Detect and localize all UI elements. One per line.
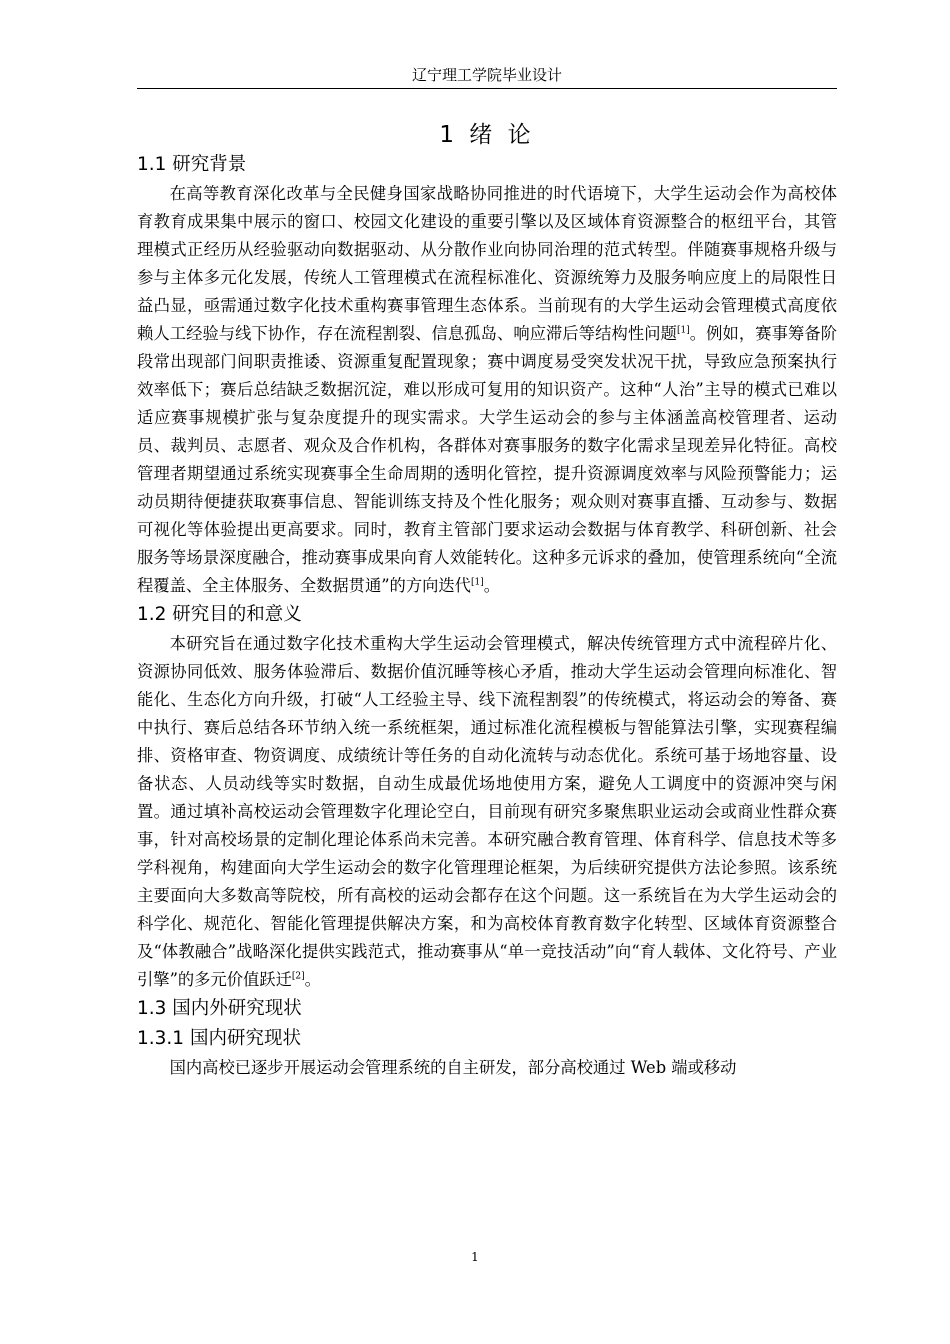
section-heading-1-1: 1.1 研究背景 — [137, 154, 247, 175]
section-heading-1-3-1: 1.3.1 国内研究现状 — [137, 1028, 301, 1049]
paragraph-end: 。 — [304, 970, 321, 989]
running-header: 辽宁理工学院毕业设计 — [411, 66, 562, 84]
paragraph-research-background — [137, 180, 837, 600]
citation-ref: [1] — [470, 577, 484, 588]
section-heading-1-3: 1.3 国内外研究现状 — [137, 998, 302, 1019]
paragraph-domestic-status — [137, 1054, 837, 1082]
citation-ref: [1] — [676, 325, 690, 336]
paragraph-end: 。 — [483, 576, 500, 595]
citation-ref: [2] — [291, 971, 305, 982]
page-number: 1 — [471, 1250, 479, 1264]
paragraph-research-purpose — [137, 630, 837, 994]
section-heading-1-2: 1.2 研究目的和意义 — [137, 604, 302, 625]
paragraph-text: 在高等教育深化改革与全民健身国家战略协同推进的时代语境下，大学生运动会作为高校体育教育成果集中展示的窗口、校园文化建设的重要引擎以及区域体育资源整合的枢纽平台，其管理模式正经历从经验驱动向数据驱动、从分散作业向协同治理的范式转型。伴随赛事规格升级与参与主体多元化发展，传统人工管理模式在流程标准化、资源统筹力及服务响应度上的局限性日益凸显，亟需通过数字化技术重构赛事管理生态体系。当前现有的大学生运动会管理模式高度依赖人工经验与线下协作，存在流程割裂、信息孤岛、响应滞后等结构性问题 — [137, 184, 837, 343]
paragraph-text: 。例如，赛事筹备阶段常出现部门间职责推诿、资源重复配置现象；赛中调度易受突发状况干扰，导致应急预案执行效率低下；赛后总结缺乏数据沉淀，难以形成可复用的知识资产。这种“人治”主导的模式已难以适应赛事规模扩张与复杂度提升的现实需求。大学生运动会的参与主体涵盖高校管理者、运动员、裁判员、志愿者、观众及合作机构，各群体对赛事服务的数字化需求呈现差异化特征。高校管理者期望通过系统实现赛事全生命周期的透明化管控，提升资源调度效率与风险预警能力；运动员期待便捷获取赛事信息、智能训练支持及个性化服务；观众则对赛事直播、互动参与、数据可视化等体验提出更高要求。同时，教育主管部门要求运动会数据与体育教学、科研创新、社会服务等场景深度融合，推动赛事成果向育人效能转化。这种多元诉求的叠加，使管理系统向“全流程覆盖、全主体服务、全数据贯通”的方向迭代 — [137, 324, 837, 595]
paragraph-text: 国内高校已逐步开展运动会管理系统的自主研发，部分高校通过 Web 端或移动 — [169, 1058, 737, 1077]
paragraph-text: 本研究旨在通过数字化技术重构大学生运动会管理模式，解决传统管理方式中流程碎片化、资源协同低效、服务体验滞后、数据价值沉睡等核心矛盾，推动大学生运动会管理向标准化、智能化、生态化方向升级，打破“人工经验主导、线下流程割裂”的传统模式，将运动会的筹备、赛中执行、赛后总结各环节纳入统一系统框架，通过标准化流程模板与智能算法引擎，实现赛程编排、资格审查、物资调度、成绩统计等任务的自动化流转与动态优化。系统可基于场地容量、设备状态、人员动线等实时数据，自动生成最优场地使用方案，避免人工调度中的资源冲突与闲置。通过填补高校运动会管理数字化理论空白，目前现有研究多聚焦职业运动会或商业性群众赛事，针对高校场景的定制化理论体系尚未完善。本研究融合教育管理、体育科学、信息技术等多学科视角，构建面向大学生运动会的数字化管理理论框架，为后续研究提供方法论参照。该系统主要面向大多数高等院校，所有高校的运动会都存在这个问题。这一系统旨在为大学生运动会的科学化、规范化、智能化管理提供解决方案，和为高校体育教育数字化转型、区域体育资源整合及“体教融合”战略深化提供实践范式，推动赛事从“单一竞技活动”向“育人载体、文化符号、产业引擎”的多元价值跃迁 — [137, 634, 837, 989]
header-divider — [137, 88, 837, 89]
body-content — [137, 150, 837, 1082]
chapter-title: 1 绪 论 — [439, 122, 535, 148]
